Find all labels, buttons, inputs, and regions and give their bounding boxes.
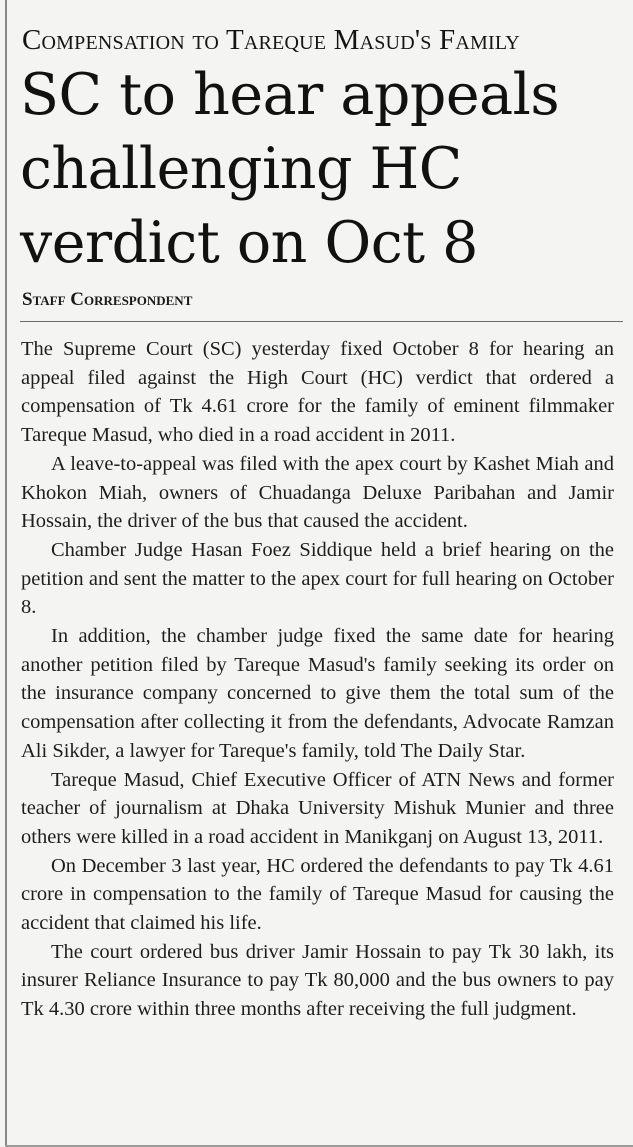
article-byline: Staff Correspondent [22, 289, 193, 310]
article-kicker: Compensation to Tareque Masud's Family [22, 24, 520, 56]
article-paragraph: Tareque Masud, Chief Executive Officer of ATN News and former teacher of journalism at Dhaka University Mishuk Munier and three others were killed in a road accident in Manikganj on August 13, 2011. [21, 768, 614, 848]
article-paragraph: Chamber Judge Hasan Foez Siddique held a brief hearing on the petition and sent the matter to the apex court for full hearing on October 8. [21, 538, 614, 619]
article-paragraph: The court ordered bus driver Jamir Hossain to pay Tk 30 lakh, its insurer Reliance Insurance to pay Tk 80,000 and the bus owners to pay Tk 4.30 crore within three months after receiving the full judgment. [21, 940, 614, 1021]
article-paragraph: In addition, the chamber judge fixed the same date for hearing another petition filed by Tareque Masud's family seeking its order on the insurance company concerned to give them the total sum of the compensation after collecting it from the defendants, Advocate Ramzan Ali Sikder, a lawyer for Tareque's family, told The Daily Star. [21, 625, 614, 762]
byline-divider [20, 321, 623, 322]
article-paragraph: The Supreme Court (SC) yesterday fixed October 8 for hearing an appeal filed against the High Court (HC) verdict that ordered a compensation of Tk 4.61 crore for the family of eminent filmmaker Tareque Masud, who died in a road accident in 2011. [21, 338, 614, 447]
article-headline: SC to hear appeals challenging HC verdict on Oct 8 [20, 62, 560, 276]
column-rule-left [5, 0, 7, 1147]
article-paragraph: On December 3 last year, HC ordered the defendants to pay Tk 4.61 crore in compensation to the family of Tareque Masud for causing the accident that claimed his life. [21, 854, 614, 935]
article-body [21, 335, 614, 1024]
article-paragraph: A leave-to-appeal was filed with the apex court by Kashet Miah and Khokon Miah, owners of Chuadanga Deluxe Paribahan and Jamir Hossain, the driver of the bus that caused the accident. [21, 452, 614, 533]
